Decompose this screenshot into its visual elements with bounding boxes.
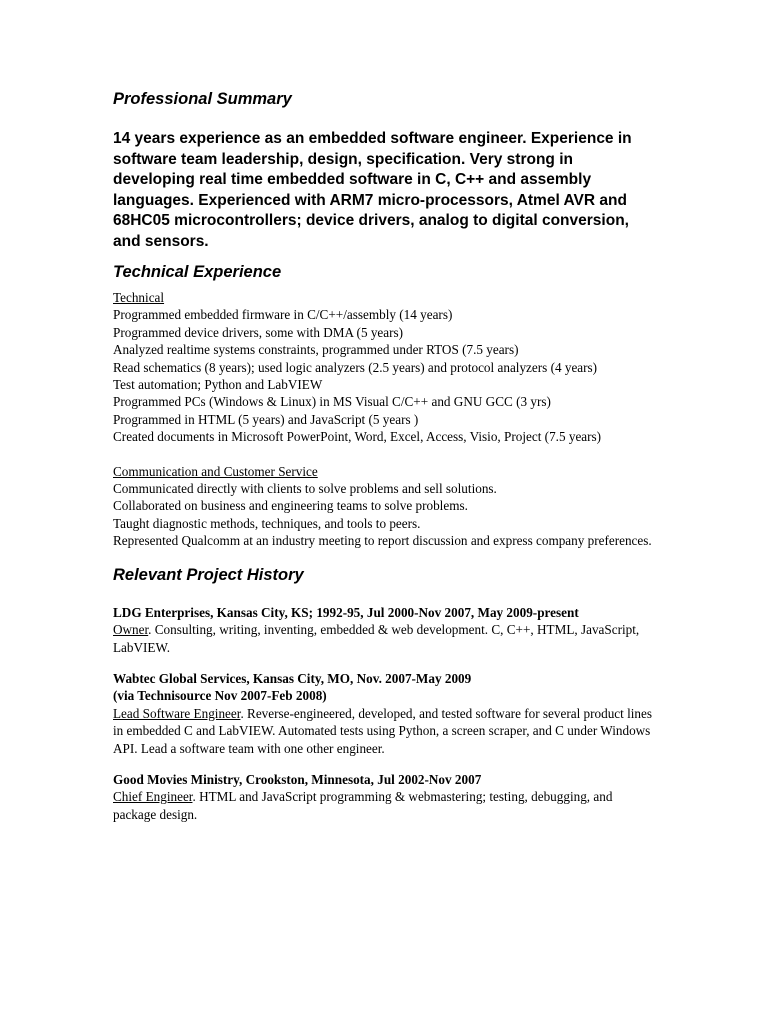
resume-page: [113, 88, 658, 823]
communication-item: Communicated directly with clients to solve problems and sell solutions.: [113, 481, 497, 497]
project-employer: Wabtec Global Services, Kansas City, MO, Nov. 2007-May 2009: [113, 670, 472, 686]
communication-item: Collaborated on business and engineering teams to solve problems.: [113, 498, 468, 514]
communication-subheading: Communication and Customer Service: [113, 463, 318, 479]
technical-item: Programmed device drivers, some with DMA (5 years): [113, 324, 404, 340]
project-description-text: . Consulting, writing, inventing, embedded & web development. C, C++, HTML, JavaScript, LabVIEW.: [113, 622, 640, 655]
project-role: Owner: [113, 622, 149, 638]
project-entry: [113, 670, 658, 757]
project-description: [113, 621, 658, 656]
technical-experience-heading: Technical Experience: [113, 263, 282, 281]
project-description: [113, 788, 658, 823]
project-employer: Good Movies Ministry, Crookston, Minnesota, Jul 2002-Nov 2007: [113, 771, 482, 787]
project-entry: [113, 604, 658, 656]
communication-item: Represented Qualcomm at an industry meeting to report discussion and express company preferences.: [113, 533, 652, 549]
professional-summary-text: 14 years experience as an embedded software engineer. Experience in software team leadership, design, specification. Very strong in developing real time embedded software in C, C++ and assembly languages. Experienced with ARM7 micro-processors, Atmel AVR and 68HC05 microcontrollers; device drivers, analog to digital conversion, and sensors.: [113, 130, 632, 250]
project-description-text: . Reverse-engineered, developed, and tested software for several product lines in embedded C and LabVIEW. Automated tests using Python, a screen scraper, and C under Windows API. Lead a software team with one other engineer.: [113, 705, 653, 756]
technical-item: Programmed embedded firmware in C/C++/assembly (14 years): [113, 307, 453, 323]
technical-skills-section: [113, 289, 658, 446]
project-history-heading: Relevant Project History: [113, 565, 304, 584]
project-role: Chief Engineer: [113, 789, 193, 805]
technical-item: Created documents in Microsoft PowerPoint, Word, Excel, Access, Visio, Project (7.5 years): [113, 429, 602, 445]
technical-item: Test automation; Python and LabVIEW: [113, 377, 323, 393]
technical-item: Programmed in HTML (5 years) and JavaScript (5 years ): [113, 411, 419, 427]
technical-item: Read schematics (8 years); used logic analyzers (2.5 years) and protocol analyzers (4 years): [113, 359, 598, 375]
communication-section: [113, 463, 658, 550]
project-description-text: . HTML and JavaScript programming & webmastering; testing, debugging, and package design.: [113, 789, 613, 822]
communication-item: Taught diagnostic methods, techniques, and tools to peers.: [113, 515, 421, 531]
project-employer: LDG Enterprises, Kansas City, KS; 1992-95, Jul 2000-Nov 2007, May 2009-present: [113, 604, 579, 620]
professional-summary-heading: Professional Summary: [113, 90, 292, 108]
project-description: [113, 705, 658, 757]
technical-item: Analyzed realtime systems constraints, programmed under RTOS (7.5 years): [113, 342, 519, 358]
technical-item: Programmed PCs (Windows & Linux) in MS Visual C/C++ and GNU GCC (3 yrs): [113, 394, 551, 410]
project-role: Lead Software Engineer: [113, 705, 241, 721]
technical-subheading: Technical: [113, 290, 165, 305]
project-employer-note: (via Technisource Nov 2007-Feb 2008): [113, 688, 327, 704]
project-entry: [113, 771, 658, 823]
